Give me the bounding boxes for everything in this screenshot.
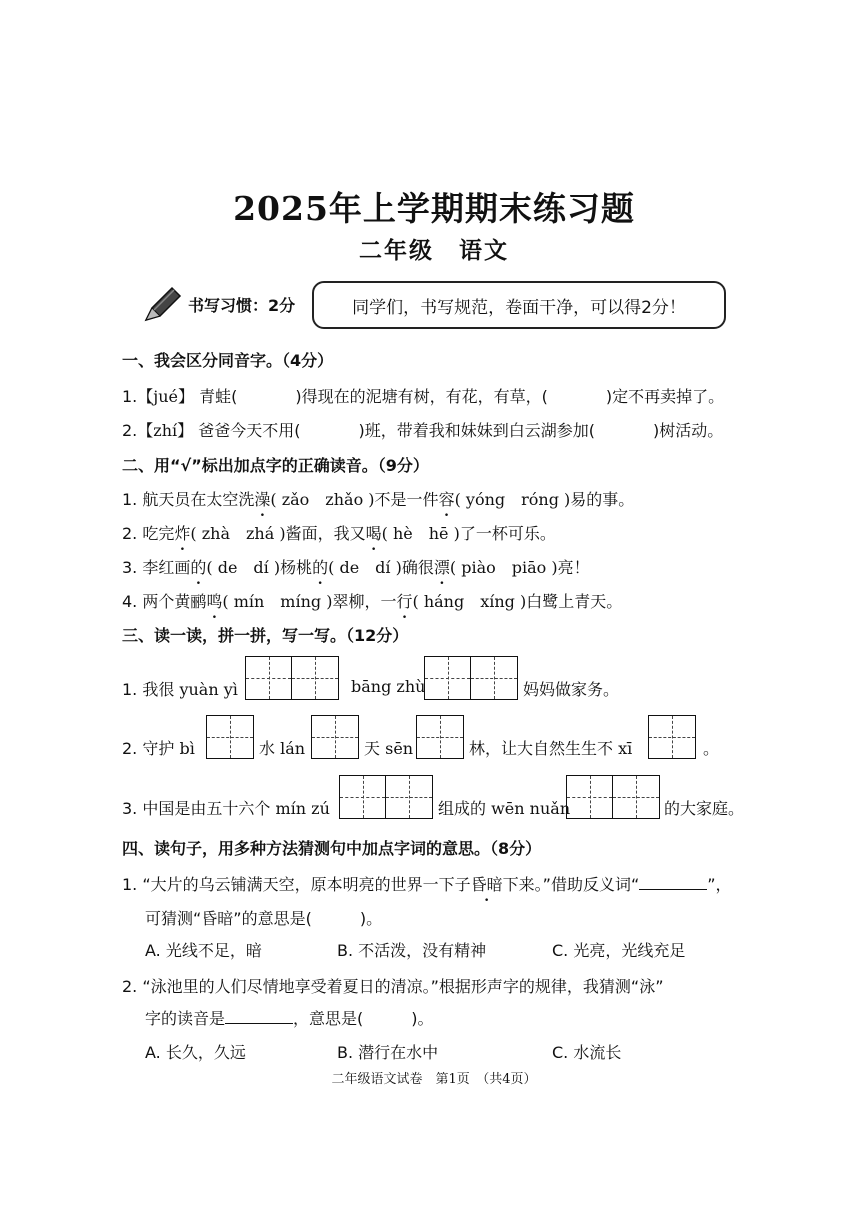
option-c: C. 水流长 [552, 1043, 622, 1062]
writing-grid[interactable] [245, 656, 339, 700]
option-a: A. 光线不足，暗 [145, 941, 262, 960]
s3-q1-prefix: 1. 我很 yuàn yì [122, 680, 238, 699]
text-segment: 水 lán [259, 739, 306, 758]
s3-q3-prefix: 3. 中国是由五十六个 mín zú [122, 799, 330, 818]
section-1-heading: 一、我会区分同音字。（4分） [122, 351, 334, 370]
text-segment: 林，让大自然生生不 xī [469, 739, 633, 758]
option-a: A. 长久，久远 [145, 1043, 246, 1062]
writing-grid[interactable] [311, 715, 359, 759]
writing-grid[interactable] [416, 715, 464, 759]
text-segment: 天 sēn [364, 739, 414, 758]
text-segment: 的大家庭。 [664, 799, 745, 818]
s4-q2-line2: 字的读音是 ，意思是( )。 [145, 1009, 434, 1028]
text-segment: 组成的 wēn nuǎn [438, 799, 571, 818]
s4-q2: 2. “泳池里的人们尽情地享受着夏日的清凉。”根据形声字的规律，我猜测“泳” [122, 977, 664, 996]
text-segment: 妈妈做家务。 [523, 680, 620, 699]
pinyin-label: bāng zhù [351, 677, 426, 696]
pencil-icon [142, 286, 182, 324]
s1-q2: 2.【zhí】 爸爸今天不用( )班，带着我和妹妹到白云湖参加( )树活动。 [122, 421, 724, 440]
writing-grid[interactable] [648, 715, 696, 759]
s4-q1: 1. “大片的乌云铺满天空，原本明亮的世界一下子昏暗下来。”借助反义词“ ”， [122, 875, 732, 894]
section-3-heading: 三、读一读，拼一拼，写一写。（12分） [122, 626, 409, 645]
s2-q3: 3. 李红画的( de dí )杨桃的( de dí )确很漂( piào piāo )亮！ [122, 558, 590, 577]
option-c: C. 光亮，光线充足 [552, 941, 686, 960]
writing-grid[interactable] [206, 715, 254, 759]
habit-label: 书写习惯：2分 [188, 296, 296, 315]
option-b: B. 不活泼，没有精神 [337, 941, 487, 960]
s2-q2: 2. 吃完炸( zhà zhá )酱面，我又喝( hè hē )了一杯可乐。 [122, 524, 556, 543]
s2-q4: 4. 两个黄鹂鸣( mín míng )翠柳，一行( háng xíng )白鹭上青天。 [122, 592, 623, 611]
s2-q1: 1. 航天员在太空洗澡( zǎo zhǎo )不是一件容( yóng róng )易的事。 [122, 490, 635, 509]
s3-q2-prefix: 2. 守护 bì [122, 739, 195, 758]
writing-grid[interactable] [424, 656, 518, 700]
section-4-heading: 四、读句子，用多种方法猜测句中加点字词的意思。（8分） [122, 839, 542, 858]
s1-q1: 1.【jué】 青蛙( )得现在的泥塘有树，有花，有草，( )定不再卖掉了。 [122, 387, 725, 406]
writing-grid[interactable] [566, 775, 660, 819]
text-segment: 。 [703, 739, 720, 758]
section-2-heading: 二、用“√”标出加点字的正确读音。（9分） [122, 456, 429, 475]
page-title: 2025年上学期期末练习题 [233, 189, 635, 228]
s4-q1-line2: 可猜测“昏暗”的意思是( )。 [145, 909, 383, 928]
page-subtitle: 二年级 语文 [359, 237, 509, 264]
writing-grid[interactable] [339, 775, 433, 819]
habit-bubble: 同学们，书写规范，卷面干净，可以得2分！ [312, 281, 726, 329]
page-footer: 二年级语文试卷 第1页 （共4页） [331, 1072, 537, 1087]
option-b: B. 潜行在水中 [337, 1043, 439, 1062]
